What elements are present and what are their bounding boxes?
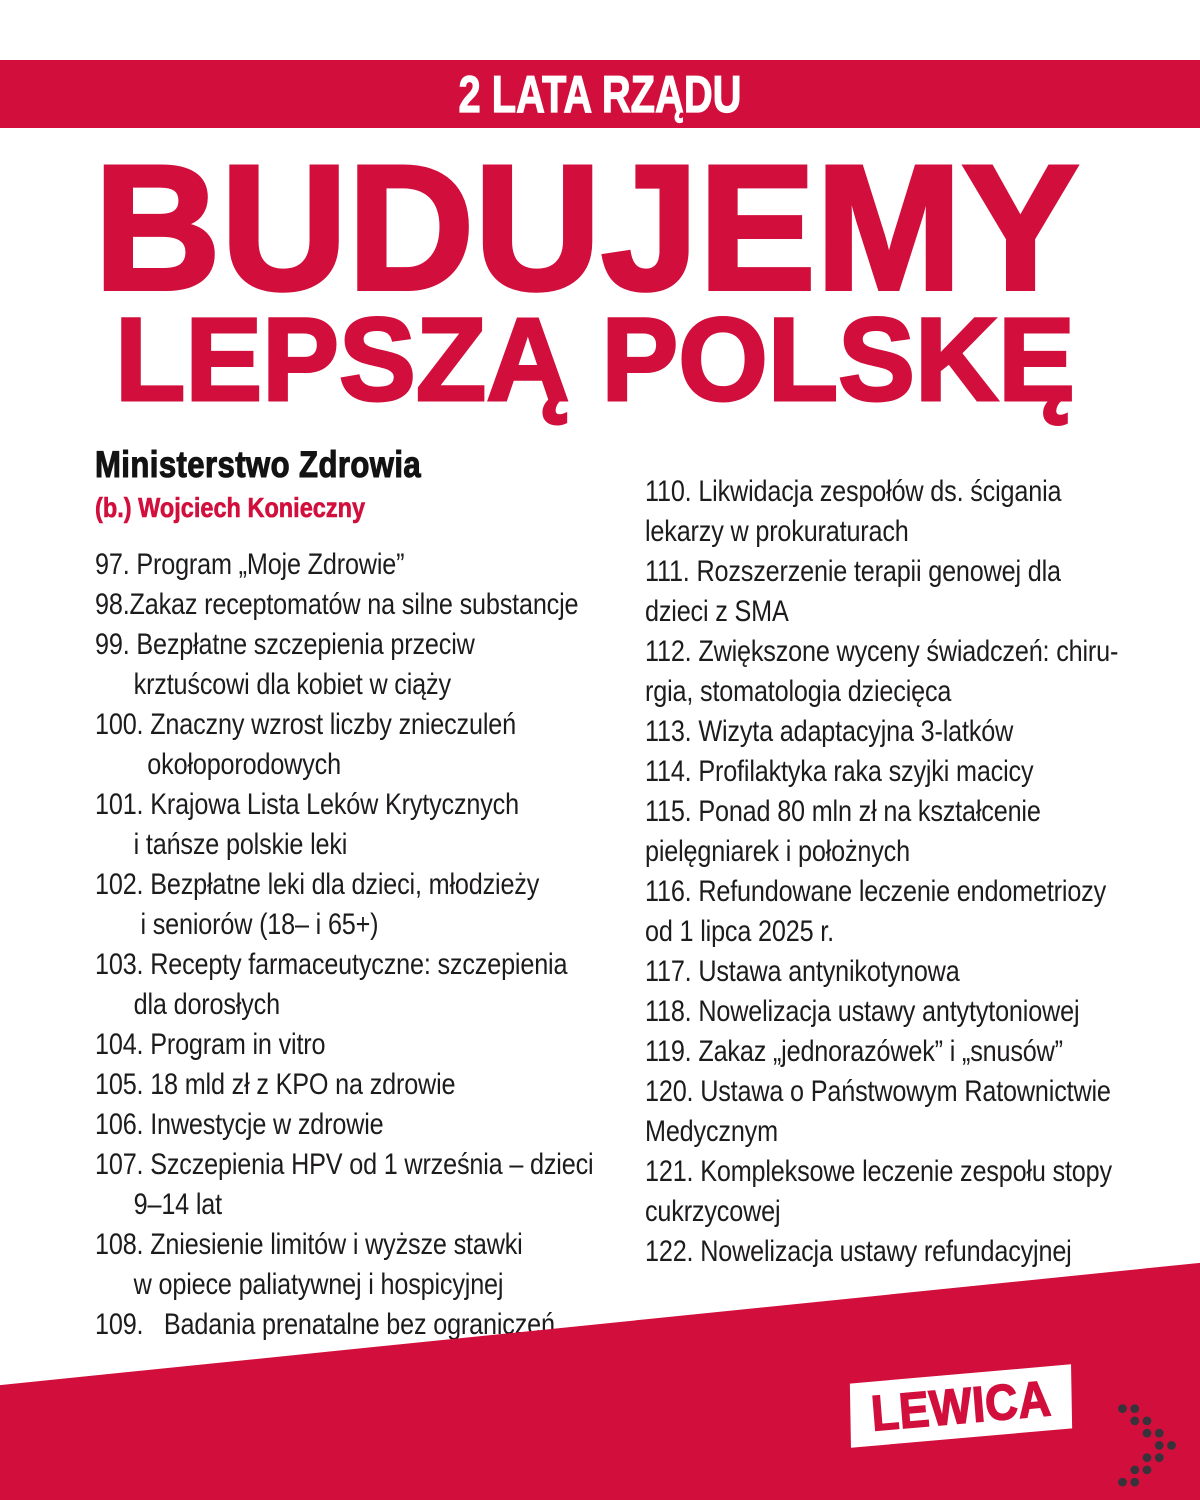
list-item-line: 115. Ponad 80 mln zł na kształcenie [645,795,1041,828]
list-item-line: 109. Badania prenatalne bez ograniczeń [95,1308,555,1341]
section-title: Ministerstwo Zdrowia [95,444,422,485]
list-item-line: 112. Zwiększone wyceny świadczeń: chiru- [645,635,1119,668]
headline-line2: LEPSZĄ POLSKĘ [115,294,1075,426]
top-banner [0,60,1200,128]
list-item-line: 118. Nowelizacja ustawy antytytoniowej [645,995,1080,1028]
list-item-wrap-line: krztuścowi dla kobiet w ciąży [133,668,451,701]
list-item-wrap-line: pielęgniarek i położnych [645,835,910,868]
list-item-line: 107. Szczepienia HPV od 1 września – dzieci [95,1148,594,1181]
list-item-line: 105. 18 mld zł z KPO na zdrowie [95,1068,456,1101]
list-item-line: 119. Zakaz „jednorazówek” i „snusów” [645,1035,1063,1068]
list-item-line: 99. Bezpłatne szczepienia przeciw [95,628,475,661]
list-item-line: 108. Zniesienie limitów i wyższe stawki [95,1228,523,1261]
section-minister: (b.) Wojciech Konieczny [95,492,366,523]
list-item-line: 114. Profilaktyka raka szyjki macicy [645,755,1034,788]
list-item-line: 111. Rozszerzenie terapii genowej dla [645,555,1061,588]
list-item-line: 101. Krajowa Lista Leków Krytycznych [95,788,519,821]
list-item-line: 122. Nowelizacja ustawy refundacyjnej [645,1235,1072,1268]
list-item-wrap-line: rgia, stomatologia dziecięca [645,675,952,708]
dotted-chevron-right-icon [1118,1392,1176,1490]
list-item-wrap-line: Medycznym [645,1115,778,1148]
list-item-wrap-line: dla dorosłych [133,988,280,1021]
list-item-wrap-line: lekarzy w prokuraturach [645,515,909,548]
list-item-wrap-line: 9–14 lat [133,1188,222,1221]
list-item-line: 104. Program in vitro [95,1028,326,1061]
list-item-line: 121. Kompleksowe leczenie zespołu stopy [645,1155,1112,1188]
list-item-line: 102. Bezpłatne leki dla dzieci, młodzieży [95,868,540,901]
list-item-line: 110. Likwidacja zespołów ds. ścigania [645,475,1062,508]
list-item-line: 98.Zakaz receptomatów na silne substancje [95,588,579,621]
list-item-wrap-line: okołoporodowych [133,748,341,781]
list-item-wrap-line: od 1 lipca 2025 r. [645,915,834,948]
headline-line1: BUDUJEMY [94,128,1079,327]
list-item-wrap-line: cukrzycowej [645,1195,781,1228]
list-item-line: 116. Refundowane leczenie endometriozy [645,875,1107,908]
list-item-wrap-line: dzieci z SMA [645,595,789,628]
list-item-line: 100. Znaczny wzrost liczby znieczuleń [95,708,516,741]
achievements-column-right [645,472,1149,1272]
list-item-line: 97. Program „Moje Zdrowie” [95,548,405,581]
list-item-wrap-line: i seniorów (18– i 65+) [133,908,379,941]
lewica-logo-label: LEWICA [868,1370,1053,1442]
list-item-line: 117. Ustawa antynikotynowa [645,955,960,988]
list-item-line: 113. Wizyta adaptacyjna 3-latków [645,715,1014,748]
achievements-column-left [95,545,649,1345]
list-item-line: 103. Recepty farmaceutyczne: szczepienia [95,948,568,981]
list-item-line: 120. Ustawa o Państwowym Ratownictwie [645,1075,1111,1108]
list-item-wrap-line: w opiece paliatywnej i hospicyjnej [133,1268,504,1301]
list-item-line: 106. Inwestycje w zdrowie [95,1108,384,1141]
list-item-wrap-line: i tańsze polskie leki [133,828,348,861]
banner-label: 2 LATA RZĄDU [458,66,742,124]
